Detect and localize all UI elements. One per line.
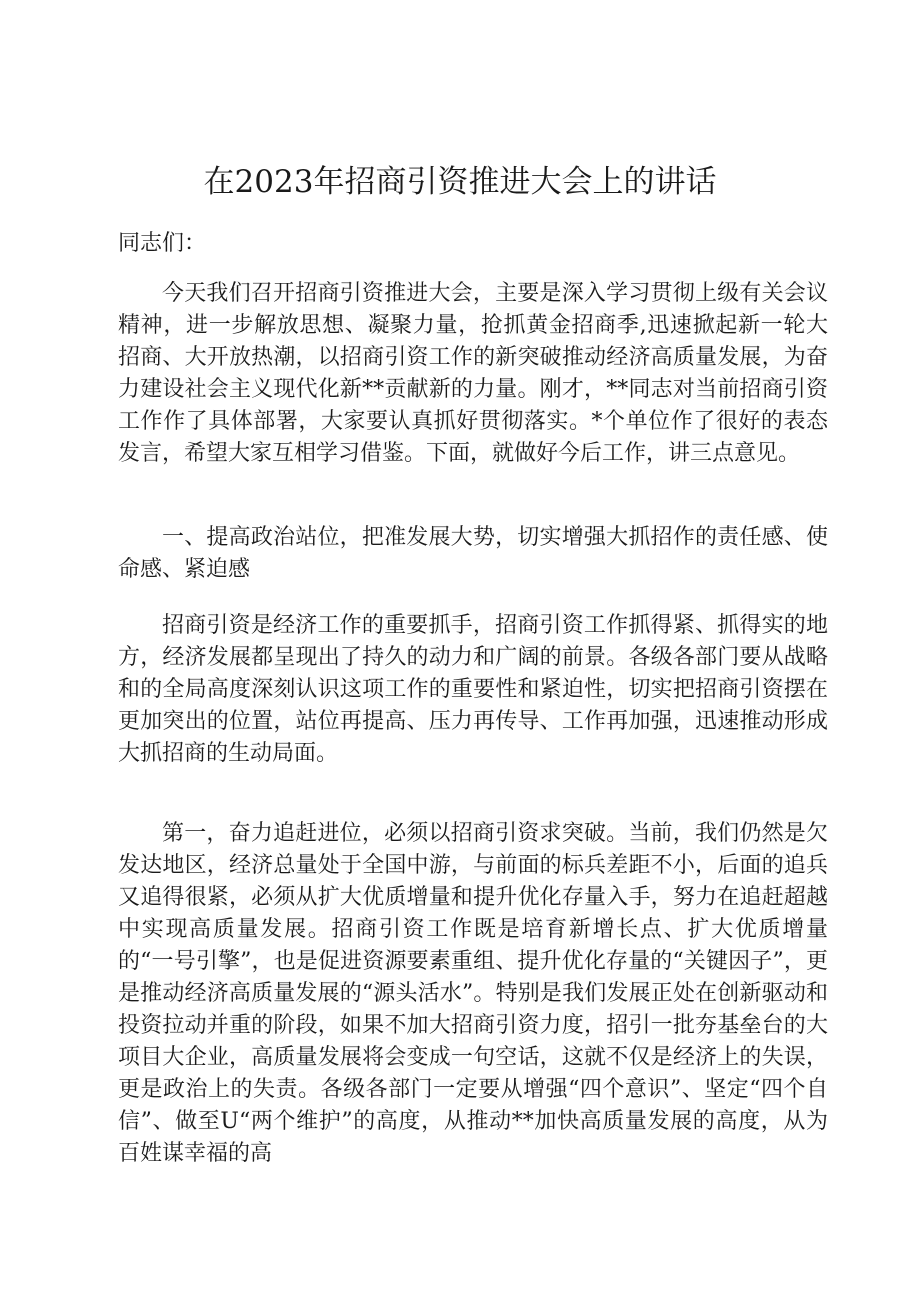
document-title: 在2023年招商引资推进大会上的讲话 xyxy=(203,164,717,200)
paragraph-point-one: 第一，奋力追赶进位，必须以招商引资求突破。当前，我们仍然是欠发达地区，经济总量处于全国中游，与前面的标兵差距不小，后面的追兵又追得很紧，必须从扩大优质增量和提升优化存量入手，努力在追赶超越中实现高质量发展。招商引资工作既是培育新增长点、扩大优质增量的“一号引擎”，也是促进资源要素重组、提升优化存量的“关键因子”，更是推动经济高质量发展的“源头活水”。特别是我们发展正处在创新驱动和投资拉动并重的阶段，如果不加大招商引资力度，招引一批夯基垒台的大项目大企业，高质量发展将会变成一句空话，这就不仅是经济上的失误，更是政治上的失责。各级各部门一定要从增强“四个意识”、坚定“四个自信”、做至U“两个维护”的高度，从推动**加快高质量发展的高度，从为百姓谋幸福的高 xyxy=(118,821,828,1166)
salutation: 同志们： xyxy=(118,231,207,256)
paragraph-section-one: 招商引资是经济工作的重要抓手，招商引资工作抓得紧、抓得实的地方，经济发展都呈现出了持久的动力和广阔的前景。各级各部门要从战略和的全局高度深刻认识这项工作的重要性和紧迫性，切实把招商引资摆在更加突出的位置，站位再提高、压力再传导、工作再加强，迅速推动形成大抓招商的生动局面。 xyxy=(118,613,828,766)
section-heading-one: 一、提高政治站位，把准发展大势，切实增强大抓招作的责任感、使命感、紧迫感 xyxy=(118,525,828,582)
paragraph-intro: 今天我们召开招商引资推进大会，主要是深入学习贯彻上级有关会议精神，进一步解放思想、凝聚力量，抢抓黄金招商季,迅速掀起新一轮大招商、大开放热潮，以招商引资工作的新突破推动经济高质量发展，为奋力建设社会主义现代化新**贡献新的力量。刚才，**同志对当前招商引资工作作了具体部署，大家要认真抓好贯彻落实。*个单位作了很好的表态发言，希望大家互相学习借鉴。下面，就做好今后工作，讲三点意见。 xyxy=(118,281,828,466)
